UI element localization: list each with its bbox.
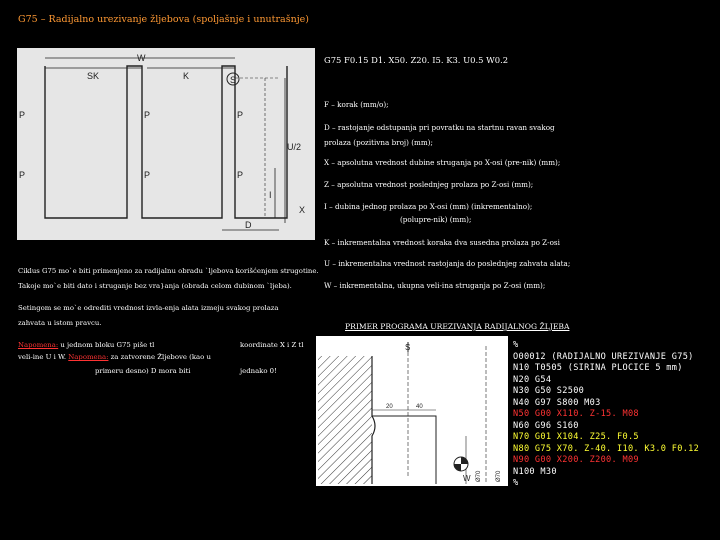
p-label: P xyxy=(144,110,151,120)
definition-u: U – inkrementalna vrednost rastojanja do poslednjeg zahvata alata; xyxy=(324,259,571,268)
program-diagram-svg xyxy=(316,336,508,486)
dim-label: 40 xyxy=(416,404,423,410)
zero-point-fill xyxy=(454,464,461,471)
diameter-label: Ø70 xyxy=(496,470,502,482)
code-line: N60 G96 S160 xyxy=(513,420,579,431)
p-label: P xyxy=(19,170,26,180)
definition-w: W – inkrementalna, ukupna veli-ina struganja po Z-osi (mm); xyxy=(324,281,546,290)
definition-k: K – inkrementalna vrednost koraka dva susedna prolaza po Z-osi xyxy=(324,238,560,247)
definition-i-cont: (polupre-nik) (mm); xyxy=(400,215,472,224)
i-label: I xyxy=(269,190,272,200)
definition-x: X – apsolutna vrednost dubine struganja po X-osi (pre-nik) (mm); xyxy=(324,158,561,167)
definition-z: Z – apsolutna vrednost poslednjeg prolaza po Z-osi (mm); xyxy=(324,180,534,189)
note-2-text: za zatvorene Žljebove (kao u xyxy=(110,353,211,361)
k-label: K xyxy=(183,71,190,81)
note-label: Napomena: xyxy=(18,341,59,349)
p-label: P xyxy=(144,170,151,180)
slide-title: G75 – Radijalno urezivanje žljebova (spoljašnje i unutrašnje) xyxy=(18,14,309,25)
note-1-text: u jednom bloku G75 piše tl xyxy=(60,341,155,349)
code-line: N70 G01 X104. Z25. F0.5 xyxy=(513,432,639,442)
workpiece-hatch xyxy=(318,356,372,484)
note-2 xyxy=(18,354,211,362)
code-line: N100 M30 xyxy=(513,466,557,477)
note-3-tail: jednako 0! xyxy=(240,367,277,375)
u2-label: U/2 xyxy=(287,142,302,152)
description-line-1: Ciklus G75 mo`e biti primenjeno za radijalnu obradu `ljebova korišćenjem strugotine. xyxy=(18,267,319,275)
definition-d: D – rastojanje odstupanja pri povratku na startnu ravan svakog xyxy=(324,123,555,132)
code-line: N10 T0505 (SIRINA PLOCICE 5 mm) xyxy=(513,363,683,373)
code-line: N90 G00 X200. Z200. M09 xyxy=(513,455,639,465)
setting-line-1: Setingom se mo`e odrediti vrednost izvla-enja alata izmeju svakog prolaza xyxy=(18,304,279,312)
code-line: N40 G97 S800 M03 xyxy=(513,397,601,408)
note-1-tail: koordinate X i Z tl xyxy=(240,341,304,349)
note-2-label: Napomena: xyxy=(68,353,109,361)
diameter-label: Ø70 xyxy=(476,470,482,482)
definition-d-cont: prolaza (pozitivna broj) (mm); xyxy=(324,138,433,147)
note-2-head: veli-ine U i W. xyxy=(18,353,67,361)
groove-diagram xyxy=(17,48,315,240)
workpiece-edge xyxy=(372,356,375,484)
description-line-2: Takoje mo`e biti dato i struganje bez vra}anja (obrada celom dubinom `ljeba). xyxy=(18,282,292,290)
s-label: S xyxy=(405,343,411,352)
groove-diagram-svg xyxy=(17,48,315,240)
code-line: O00012 (RADIJALNO UREZIVANJE G75) xyxy=(513,351,694,362)
groove-profile xyxy=(45,66,287,218)
w-label: W xyxy=(463,474,471,483)
definition-f: F – korak (mm/o); xyxy=(324,100,389,109)
program-listing xyxy=(513,340,720,500)
p-label: P xyxy=(19,110,26,120)
code-line: % xyxy=(513,478,519,488)
w-label: W xyxy=(137,53,146,63)
note-1 xyxy=(18,342,154,350)
program-diagram xyxy=(316,336,508,486)
s-label: S xyxy=(230,75,237,85)
code-line: % xyxy=(513,340,519,350)
definition-i: I – dubina jednog prolaza po X-osi (mm) (inkrementalno); xyxy=(324,202,533,211)
dim-label: 20 xyxy=(386,404,393,410)
p-label: P xyxy=(237,170,244,180)
note-3: primeru desno) D mora biti xyxy=(95,367,191,375)
code-line: N30 G50 S2500 xyxy=(513,386,585,396)
x-label: X xyxy=(299,205,306,215)
code-line: N20 G54 xyxy=(513,374,552,385)
code-line: N80 G75 X70. Z-40. I10. K3.0 F0.12 xyxy=(513,443,700,454)
program-example-title: PRIMER PROGRAMA UREZIVANJA RADIJALNOG ŽLJEBA xyxy=(345,322,570,331)
code-line: N50 G00 X110. Z-15. M08 xyxy=(513,409,639,419)
d-label: D xyxy=(245,220,252,230)
setting-line-2: zahvata u istom pravcu. xyxy=(18,319,102,327)
p-label: P xyxy=(237,110,244,120)
groove-outline xyxy=(372,416,436,484)
zero-point-fill xyxy=(461,457,468,464)
g75-syntax: G75 F0.15 D1. X50. Z20. I5. K3. U0.5 W0.2 xyxy=(324,55,509,65)
sk-label: SK xyxy=(87,71,100,81)
